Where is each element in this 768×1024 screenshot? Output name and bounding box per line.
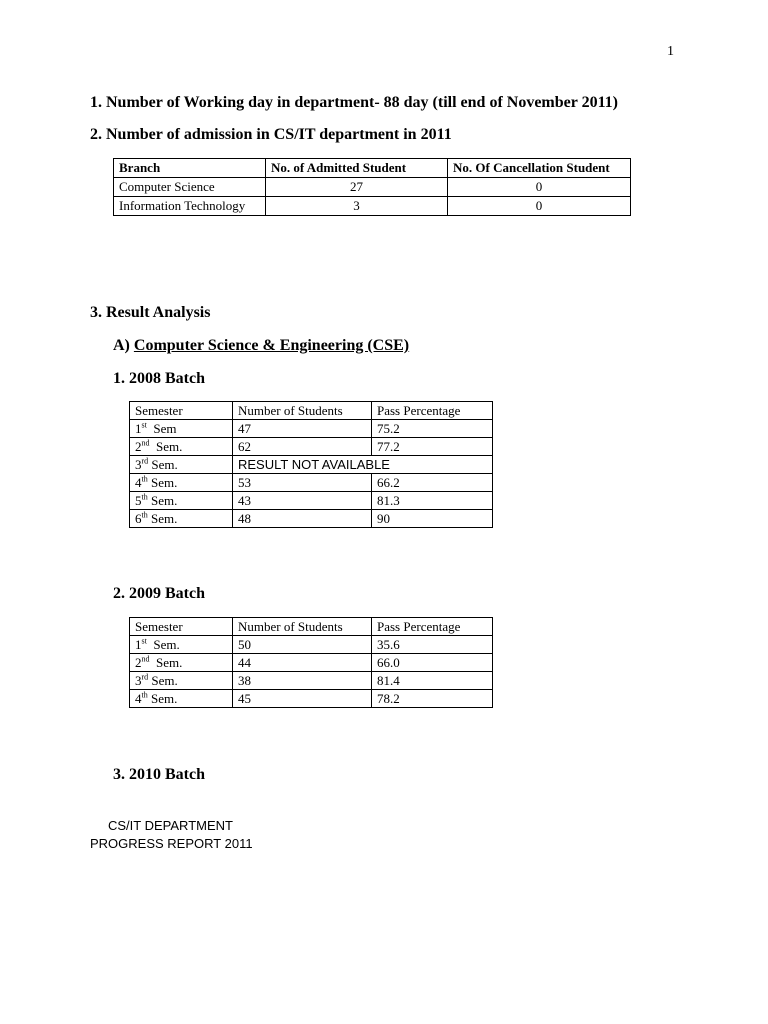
students-cell: 44: [233, 654, 372, 672]
table-row: [130, 636, 493, 654]
pass-percentage-cell: 81.4: [372, 672, 493, 690]
result-analysis-heading: 3. Result Analysis: [90, 304, 211, 321]
admitted-cell: 27: [266, 178, 448, 197]
semester-cell: [130, 672, 233, 690]
branch-cell: Information Technology: [114, 197, 266, 216]
semester-cell: [130, 636, 233, 654]
cse-heading: [113, 337, 409, 355]
header-semester: Semester: [130, 402, 233, 420]
semester-cell: [130, 492, 233, 510]
students-cell: 38: [233, 672, 372, 690]
semester-suffix: Sem.: [147, 475, 178, 490]
table-row: [130, 456, 493, 474]
semester-suffix: Sem.: [149, 439, 183, 454]
semester-suffix: Sem.: [149, 655, 183, 670]
semester-number: 4: [135, 691, 142, 706]
semester-number: 3: [135, 673, 142, 688]
header-cancellation: No. Of Cancellation Student: [448, 159, 631, 178]
students-cell: 47: [233, 420, 372, 438]
students-cell: 50: [233, 636, 372, 654]
semester-ordinal: th: [141, 492, 148, 502]
table-header-row: [114, 159, 631, 178]
result-not-available-cell: RESULT NOT AVAILABLE: [233, 456, 493, 474]
table-row: [130, 510, 493, 528]
footer: [90, 817, 253, 853]
semester-ordinal: nd: [141, 654, 150, 664]
semester-suffix: Sem.: [147, 691, 178, 706]
cancellation-cell: 0: [448, 197, 631, 216]
batch-2010-heading: 3. 2010 Batch: [113, 766, 205, 783]
semester-suffix: Sem.: [147, 493, 178, 508]
semester-ordinal: th: [141, 690, 148, 700]
students-cell: 45: [233, 690, 372, 708]
table-row: [130, 690, 493, 708]
semester-number: 2: [135, 655, 142, 670]
semester-suffix: Sem.: [147, 511, 178, 526]
footer-report-title: PROGRESS REPORT 2011: [90, 836, 253, 851]
semester-ordinal: th: [141, 474, 148, 484]
table-header-row: [130, 618, 493, 636]
working-days-heading: 1. Number of Working day in department- 88 day (till end of November 2011): [90, 94, 619, 111]
header-branch: Branch: [114, 159, 266, 178]
semester-ordinal: st: [141, 636, 147, 646]
semester-cell: [130, 654, 233, 672]
pass-percentage-cell: 77.2: [372, 438, 493, 456]
admission-heading: 2. Number of admission in CS/IT department in 2011: [90, 126, 452, 143]
semester-suffix: Sem: [146, 421, 177, 436]
students-cell: 43: [233, 492, 372, 510]
semester-suffix: Sem.: [148, 457, 178, 472]
semester-number: 6: [135, 511, 142, 526]
pass-percentage-cell: 75.2: [372, 420, 493, 438]
page-number: 1: [667, 44, 674, 59]
semester-number: 3: [135, 457, 142, 472]
table-header-row: [130, 402, 493, 420]
semester-ordinal: rd: [141, 672, 149, 682]
table-row: [130, 474, 493, 492]
semester-cell: [130, 456, 233, 474]
semester-cell: [130, 690, 233, 708]
header-pass: Pass Percentage: [372, 618, 493, 636]
pass-percentage-cell: 81.3: [372, 492, 493, 510]
admission-table: [113, 158, 631, 216]
pass-percentage-cell: 78.2: [372, 690, 493, 708]
table-row: [130, 654, 493, 672]
header-pass: Pass Percentage: [372, 402, 493, 420]
students-cell: 48: [233, 510, 372, 528]
header-students: Number of Students: [233, 402, 372, 420]
semester-number: 2: [135, 439, 142, 454]
pass-percentage-cell: 90: [372, 510, 493, 528]
semester-suffix: Sem.: [146, 637, 180, 652]
semester-number: 1: [135, 637, 142, 652]
table-row: [130, 672, 493, 690]
branch-cell: Computer Science: [114, 178, 266, 197]
admitted-cell: 3: [266, 197, 448, 216]
header-semester: Semester: [130, 618, 233, 636]
batch-2009-heading: 2. 2009 Batch: [113, 585, 205, 602]
semester-cell: [130, 474, 233, 492]
semester-ordinal: st: [141, 420, 147, 430]
semester-ordinal: nd: [141, 438, 150, 448]
table-row: [114, 178, 631, 197]
table-row: [130, 438, 493, 456]
batch-2008-table: [129, 401, 493, 528]
semester-number: 1: [135, 421, 142, 436]
semester-number: 4: [135, 475, 142, 490]
semester-cell: [130, 420, 233, 438]
semester-ordinal: rd: [141, 456, 149, 466]
cancellation-cell: 0: [448, 178, 631, 197]
pass-percentage-cell: 66.0: [372, 654, 493, 672]
semester-cell: [130, 510, 233, 528]
footer-department: CS/IT DEPARTMENT: [108, 818, 233, 833]
table-row: [114, 197, 631, 216]
table-row: [130, 492, 493, 510]
pass-percentage-cell: 35.6: [372, 636, 493, 654]
semester-number: 5: [135, 493, 142, 508]
semester-cell: [130, 438, 233, 456]
table-row: [130, 420, 493, 438]
students-cell: 62: [233, 438, 372, 456]
cse-title: Computer Science & Engineering (CSE): [133, 337, 410, 354]
batch-2008-heading: 1. 2008 Batch: [113, 370, 205, 387]
batch-2009-table: [129, 617, 493, 708]
semester-ordinal: th: [141, 510, 148, 520]
cse-prefix: A): [113, 337, 134, 354]
header-students: Number of Students: [233, 618, 372, 636]
header-admitted: No. of Admitted Student: [266, 159, 448, 178]
students-cell: 53: [233, 474, 372, 492]
pass-percentage-cell: 66.2: [372, 474, 493, 492]
semester-suffix: Sem.: [148, 673, 178, 688]
